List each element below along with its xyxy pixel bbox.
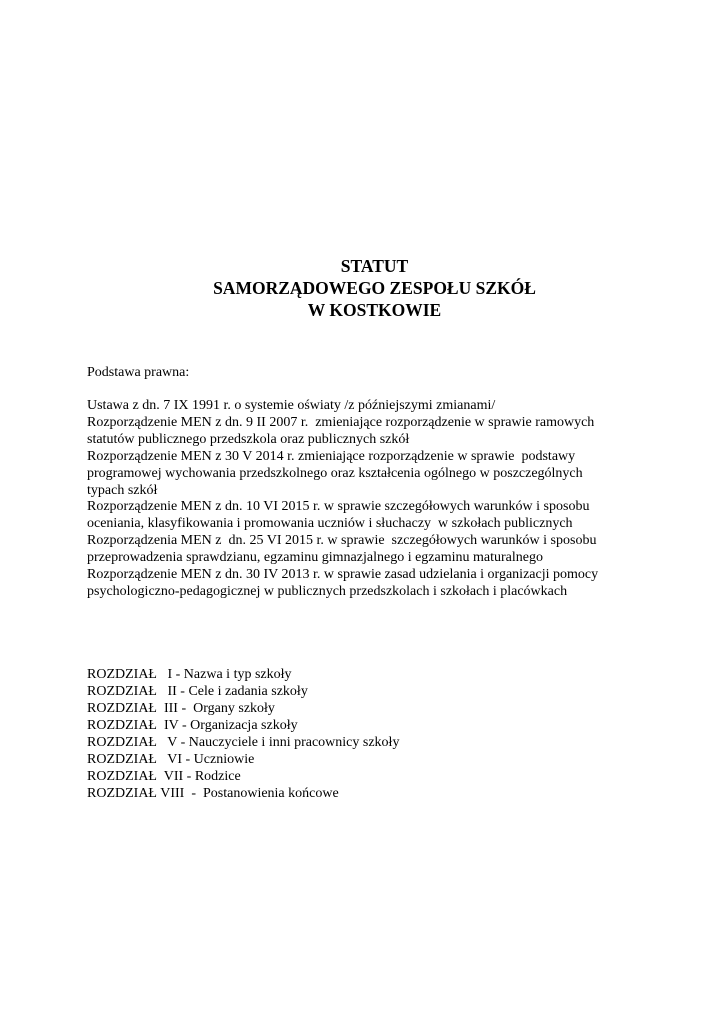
legal-basis-line: Rozporządzenia MEN z dn. 25 VI 2015 r. w sprawie szczegółowych warunków i sposobu [87,533,597,549]
legal-basis-line: przeprowadzenia sprawdzianu, egzaminu gimnazjalnego i egzaminu maturalnego [87,550,543,566]
legal-basis-line: psychologiczno-pedagogicznej w publicznych przedszkolach i szkołach i placówkach [87,583,568,599]
legal-basis-line: Rozporządzenie MEN z dn. 10 VI 2015 r. w sprawie szczegółowych warunków i sposobu [87,499,590,515]
title-line-school-name: SAMORZĄDOWEGO ZESPOŁU SZKÓŁ [213,278,536,298]
legal-basis-list [87,398,707,601]
legal-basis-line: Rozporządzenie MEN z dn. 30 IV 2013 r. w sprawie zasad udzielania i organizacji pomocy [87,567,599,583]
chapter-item: ROZDZIAŁ IV - Organizacja szkoły [87,718,298,733]
chapter-item: ROZDZIAŁ VII - Rodzice [87,769,241,784]
chapter-item: ROZDZIAŁ II - Cele i zadania szkoły [87,684,308,699]
legal-basis-line: oceniania, klasyfikowania i promowania uczniów i słuchaczy w szkołach publicznych [87,516,573,532]
chapter-list [87,666,687,802]
title-line-statut: STATUT [340,256,409,276]
chapter-item: ROZDZIAŁ VI - Uczniowie [87,752,255,767]
legal-basis-line: programowej wychowania przedszkolnego oraz kształcenia ogólnego w poszczególnych [87,465,583,481]
chapter-item: ROZDZIAŁ I - Nazwa i typ szkoły [87,667,292,682]
document-title [12,255,725,321]
legal-basis-line: Ustawa z dn. 7 IX 1991 r. o systemie oświaty /z późniejszymi zmianami/ [87,398,496,413]
legal-basis-line: Rozporządzenie MEN z 30 V 2014 r. zmieniające rozporządzenie w sprawie podstawy [87,448,576,464]
legal-basis-line: typach szkół [87,482,158,498]
chapter-item: ROZDZIAŁ III - Organy szkoły [87,701,275,716]
legal-basis-label: Podstawa prawna: [87,365,190,380]
legal-basis-line: statutów publicznego przedszkola oraz publicznych szkół [87,431,410,447]
title-line-location: W KOSTKOWIE [307,300,442,320]
legal-basis-line: Rozporządzenie MEN z dn. 9 II 2007 r. zmieniające rozporządzenie w sprawie ramowych [87,414,595,430]
chapter-item: ROZDZIAŁ VIII - Postanowienia końcowe [87,786,339,801]
chapter-item: ROZDZIAŁ V - Nauczyciele i inni pracownicy szkoły [87,735,400,750]
